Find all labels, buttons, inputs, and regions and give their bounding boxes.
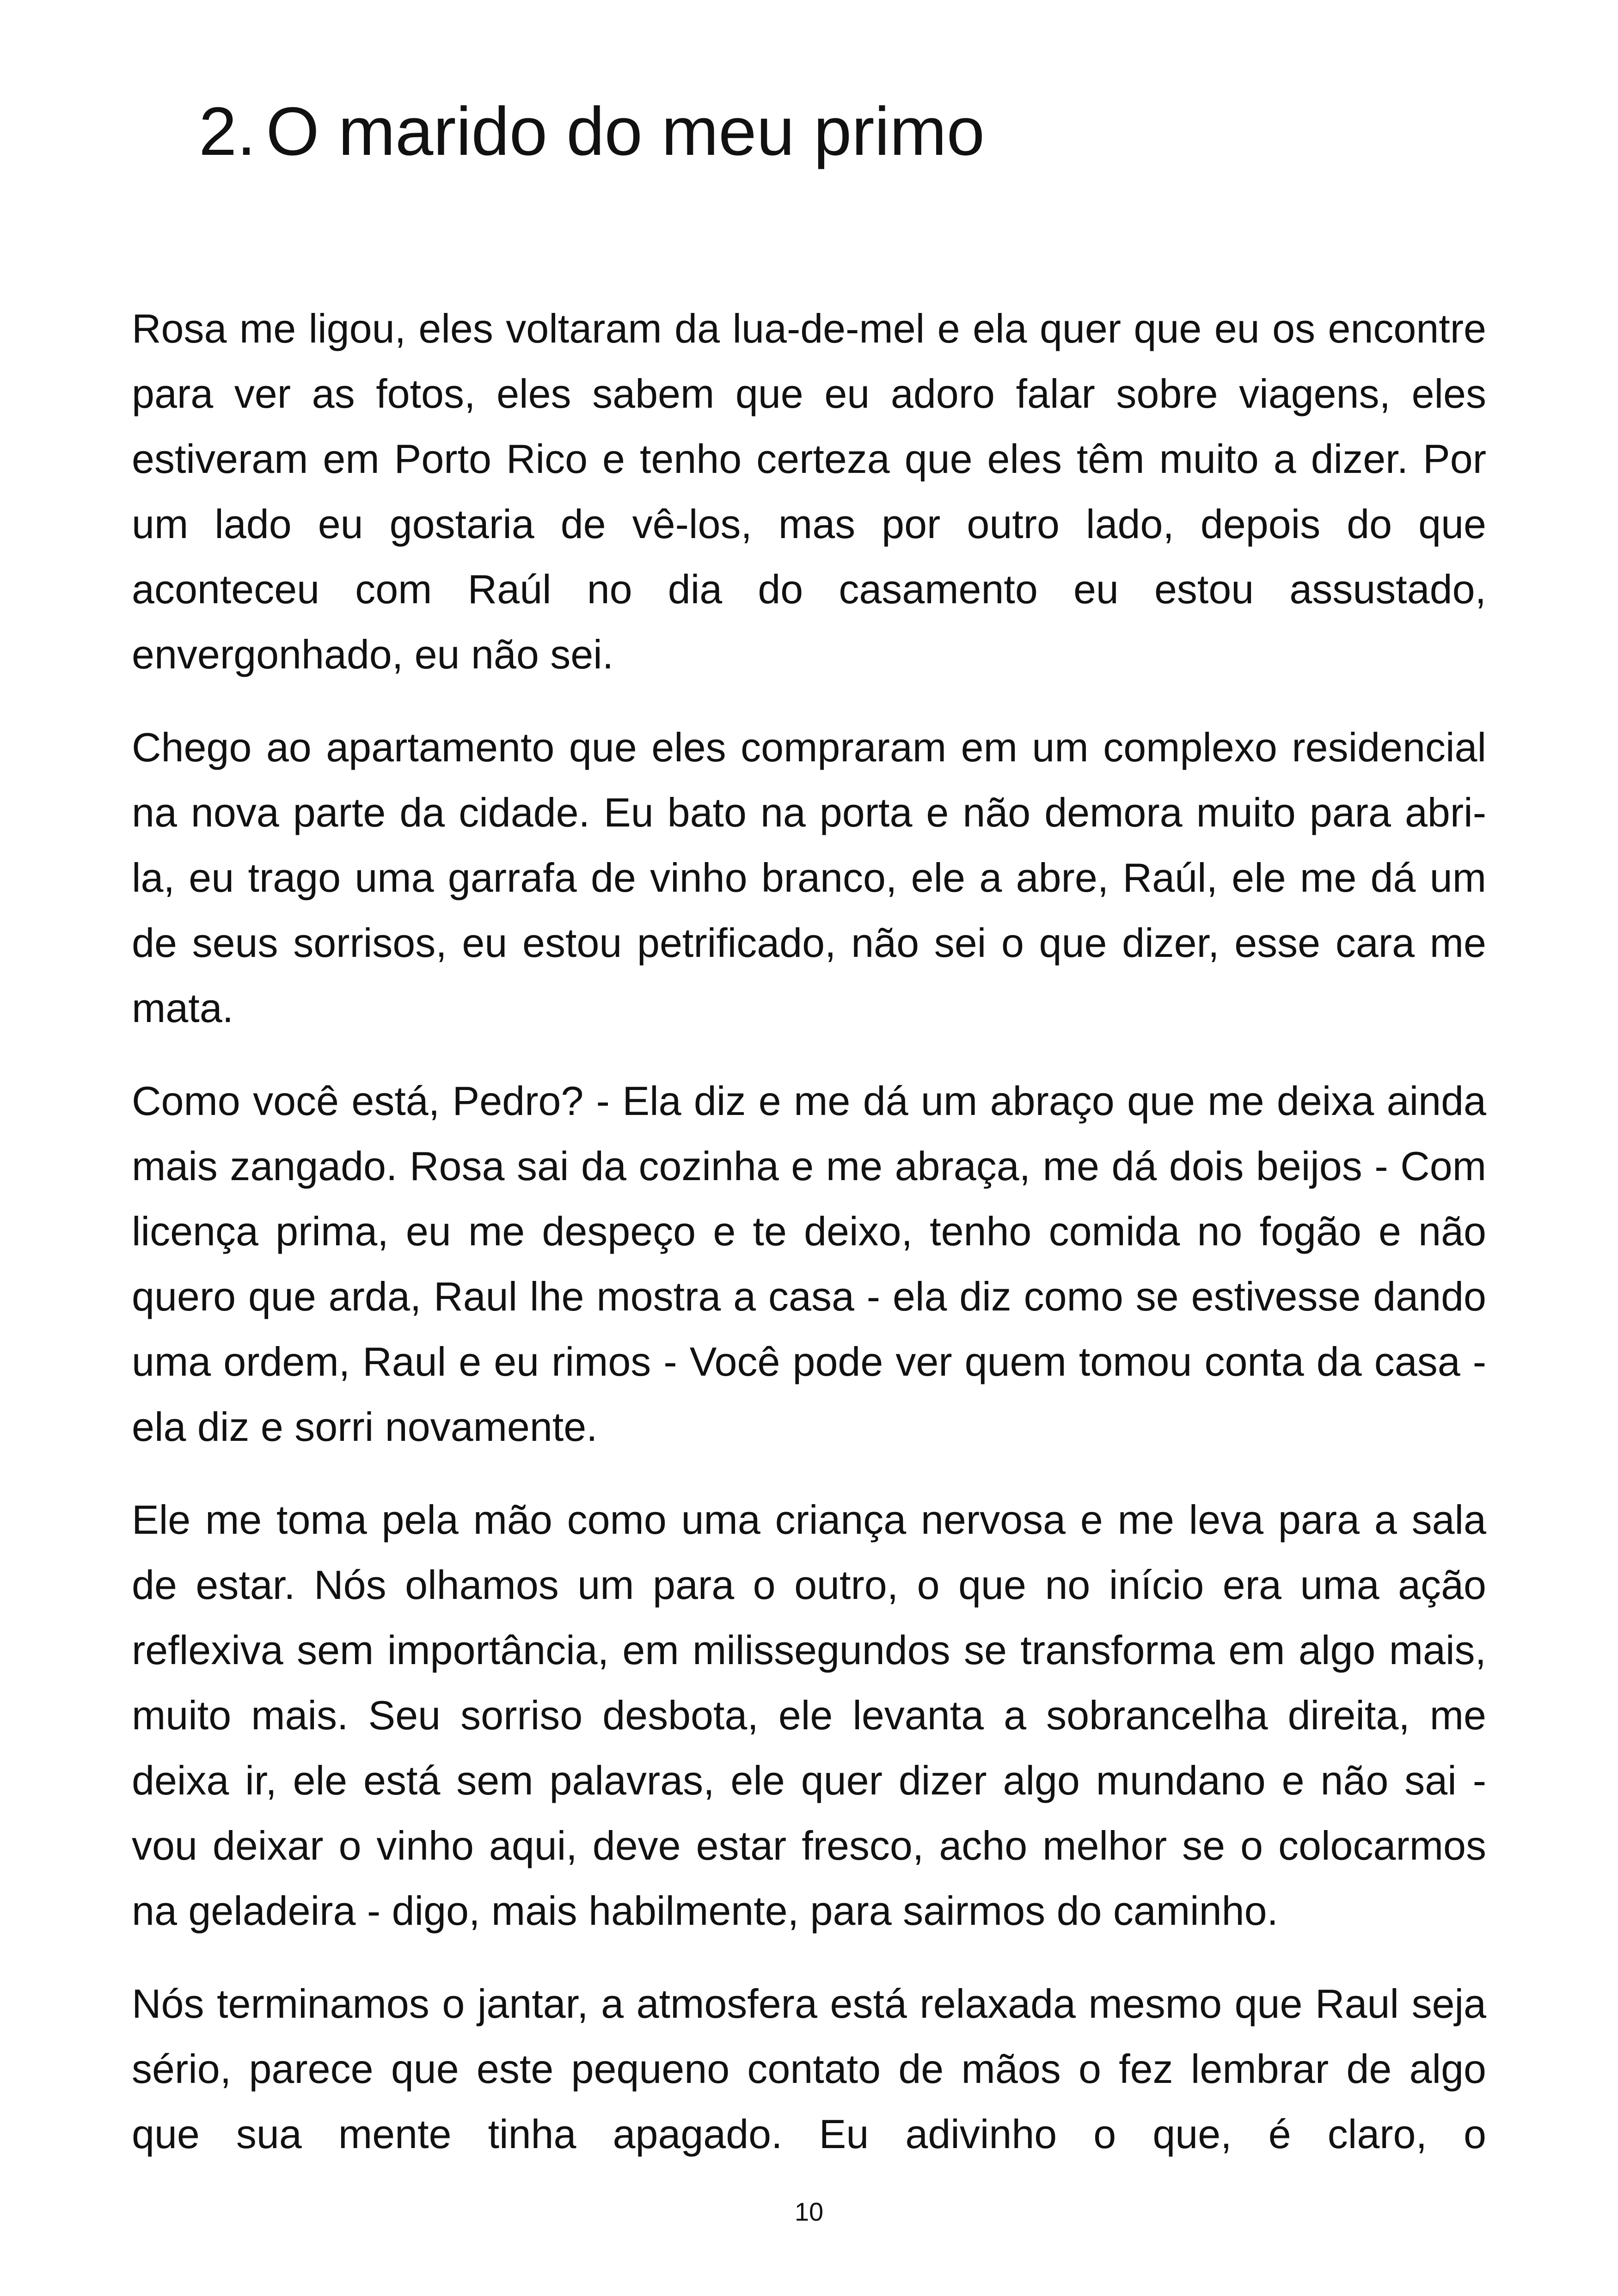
chapter-title <box>199 90 985 173</box>
page-number: 10 <box>794 2197 824 2226</box>
chapter-body <box>132 296 1486 2194</box>
paragraph-last: Nós terminamos o jantar, a atmosfera está relaxada mesmo que Raul seja sério, parece que este pequeno contato de mãos o fez lembrar de algo que sua mente tinha apagado. Eu adivinho o que, é claro, o <box>132 1981 1486 2157</box>
paragraph: Chego ao apartamento que eles compraram em um complexo residencial na nova parte da cidade. Eu bato na porta e não demora muito para abri-la, eu trago uma garrafa de vinho branco, ele a abre, Raúl, ele me dá um de seus sorrisos, eu estou petrificado, não sei o que dizer, esse cara me mata. <box>132 724 1486 1031</box>
paragraph: Rosa me ligou, eles voltaram da lua-de-mel e ela quer que eu os encontre para ver as fotos, eles sabem que eu adoro falar sobre viagens, eles estiveram em Porto Rico e tenho certeza que eles têm muito a dizer. Por um lado eu gostaria de vê-los, mas por outro lado, depois do que aconteceu com Raúl no dia do casamento eu estou assustado, envergonhado, eu não sei. <box>132 306 1486 677</box>
chapter-title-text: O marido do meu primo <box>266 93 985 170</box>
paragraph: Como você está, Pedro? - Ela diz e me dá um abraço que me deixa ainda mais zangado. Rosa sai da cozinha e me abraça, me dá dois beijos - Com licença prima, eu me despeço e te deixo, tenho comida no fogão e não quero que arda, Raul lhe mostra a casa - ela diz como se estivesse dando uma ordem, Raul e eu rimos - Você pode ver quem tomou conta da casa - ela diz e sorri novamente. <box>132 1078 1486 1450</box>
chapter-number: 2. <box>199 93 256 170</box>
paragraph: Ele me toma pela mão como uma criança nervosa e me leva para a sala de estar. Nós olhamos um para o outro, o que no início era uma ação reflexiva sem importância, em milissegundos se transforma em algo mais, muito mais. Seu sorriso desbota, ele levanta a sobrancelha direita, me deixa ir, ele está sem palavras, ele quer dizer algo mundano e não sai - vou deixar o vinho aqui, deve estar fresco, acho melhor se o colocarmos na geladeira - digo, mais habilmente, para sairmos do caminho. <box>132 1497 1486 1934</box>
